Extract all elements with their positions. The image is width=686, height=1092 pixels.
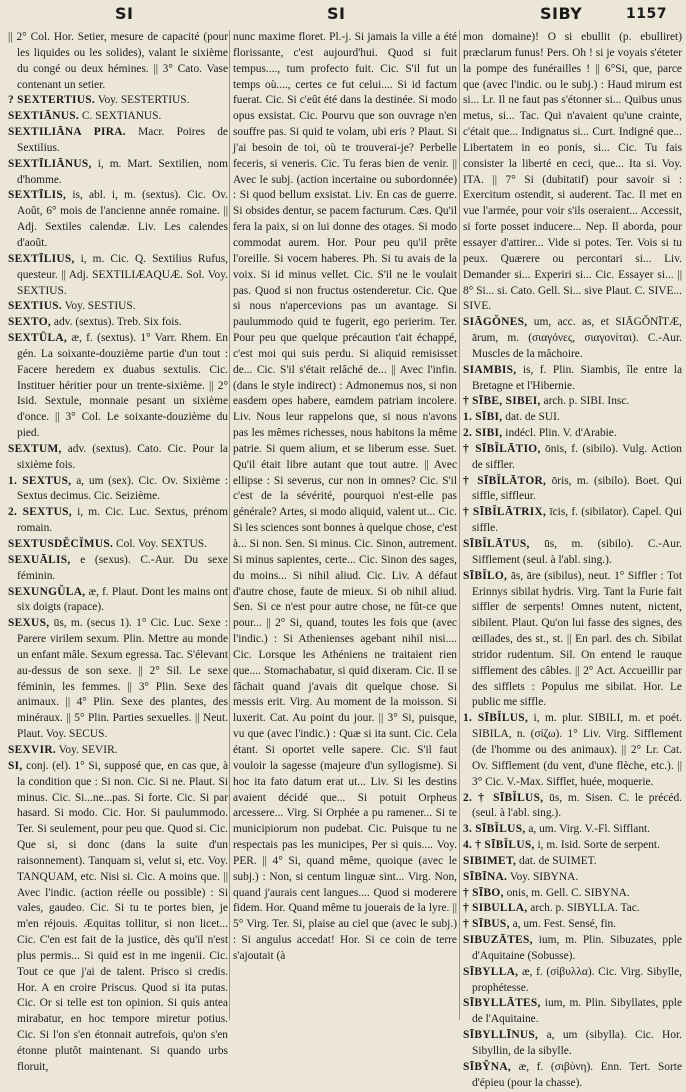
dictionary-entry: [463, 901, 682, 917]
entry-text: conj. (el). 1° Si, supposé que, en cas que, à la condition que : Si non. Cic. Si ne. Plaut. Si minus. Cic. Si...ne...pas. Si forte. Cic. Si par hasard. Si modo. Cic. Hor. Si paulummodo. Ter. Si seulement, pour peu que. Quod si. Cic. Que si, si donc (dans la suite d'un raisonnement). Tanquam si, velut si, etc. Voy. TANQUAM, etc. Nisi si. Cic. A moins que. || Avec l'indic. (action réelle ou possible) : Si vales, gaudeo. Cic. Si tu te portes bien, je m'en réjouis. Æquitas tollitur, si non licet... Cic. C'en est fait de la justice, dès qu'il n'est plus permis... Si quid est in me ingenii. Cic. Tout ce que j'ai de talent. Prisco si credis. Hor. A en croire Priscus. Quod si ita putas. Cic. Or si telle est ton opinion. Si quis antea mirabatur, en hoc tempore miretur potius. Cic. Si l'on s'en étonnait autrefois, qu'on s'en étonne plutôt maintenant. Si quando urbs floruit,: [17, 759, 228, 1073]
entry-headword: 2. † SĪBĬLUS,: [463, 791, 544, 804]
entry-headword: SEXTIUS.: [8, 300, 62, 313]
entry-text: īcis, f. (sibilator). Capel. Qui siffle.: [472, 506, 682, 535]
dictionary-entry: [8, 553, 228, 585]
entry-text: is, abl. i, m. (sextus). Cic. Ov. Août, 6° mois de l'ancienne année romaine. || Adj. Sextiles calendæ. Liv. Les calendes d'août.: [17, 189, 228, 249]
entry-headword: † SĪBĬLĀTIO,: [463, 442, 541, 455]
entry-headword: SIBIMET,: [463, 854, 517, 867]
entry-text: C. SEXTIANUS.: [81, 110, 162, 123]
entry-text: æ, f. (sextus). 1° Varr. Rhem. En gén. La soixante-douzième partie d'un tout : Facere heredem ex duabus sextulis. Cic. Instituer héritier pour un trente-sixième. || 2° Isid. Sextule, monnaie pesant un sixième d'once. || 3° Col. Le soixante-douzième du pied.: [17, 332, 228, 440]
dictionary-entry: [463, 996, 682, 1028]
dictionary-entry: [8, 315, 228, 331]
entry-text: Voy. SEVIR.: [58, 743, 118, 756]
guide-word-right: SIBY: [540, 4, 583, 23]
entry-text: a, um. Fest. Sensé, fin.: [512, 918, 617, 931]
entry-headword: 1. SEXTUS,: [8, 474, 72, 487]
dictionary-entry: [8, 442, 228, 474]
entry-headword: † SĪBO,: [463, 886, 504, 899]
dictionary-entry: [463, 711, 682, 790]
dictionary-entry: [8, 616, 228, 743]
dictionary-entry: [463, 394, 682, 410]
guide-word-left: SI: [115, 4, 134, 23]
entry-headword: SĪBŶNA,: [463, 1060, 511, 1073]
entry-headword: SIBUZĀTES,: [463, 934, 533, 947]
entry-headword: SEXTO,: [8, 316, 52, 329]
dictionary-entry: [463, 569, 682, 712]
dictionary-entry: [463, 838, 682, 854]
entry-headword: 3. SĪBĬLUS,: [463, 823, 526, 836]
column-divider: [229, 30, 230, 1020]
text-columns: [8, 30, 683, 1089]
entry-headword: SEXTĪLIĀNUS,: [8, 157, 92, 170]
page-number: 1157: [626, 6, 667, 22]
dictionary-entry: [463, 505, 682, 537]
entry-text: ōris, m. (sibilo). Boet. Qui siffle, siffleur.: [472, 474, 683, 503]
entry-headword: SĪBĪNA.: [463, 870, 508, 883]
dictionary-entry: [8, 537, 228, 553]
entry-continuation: [233, 30, 457, 965]
entry-headword: SIĀGŎNES,: [463, 316, 528, 329]
entry-headword: SI,: [8, 759, 23, 772]
column-2: [233, 30, 457, 1020]
dictionary-entry: [8, 585, 228, 617]
dictionary-entry: [463, 886, 682, 902]
entry-text: i, m. Cic. Q. Sextilius Rufus, questeur. || Adj. SEXTILIÆAQUÆ. Sol. Voy. SEXTIUS.: [17, 252, 228, 297]
dictionary-entry: [8, 743, 228, 759]
dictionary-entry: [463, 315, 682, 363]
entry-text: æ, f. (σίβυλλα). Cic. Virg. Sibylle, prophétesse.: [472, 965, 682, 994]
entry-text: arch. p. SIBI. Insc.: [543, 395, 630, 408]
entry-text: nunc maxime floret. Pl.-j. Si jamais la ville a été florissante, c'est aujourd'hui. Quod si fuit tempus...., tum profecto fuit. Cic. S'il fut un temps où...., certes ce fut celui.... Si id factum fuerat. Cic. Si c'eût été dans la destinée. Si modo opus exsistat. Cic. Pourvu que son ouvrage n'en souffre pas. Si quid te volam, ubi eris ? Plaut. Si j'ai besoin de toi, où te trouverai-je? Perbelle feceris, si veneris. Cic. Tu feras bien de venir. || Avec le subj. (action incertaine ou subordonnée) : Si quod bellum exsistat. Liv. En cas de guerre. Si obsides dentur, se pacem facturum. Cæs. Qu'il fera la paix, si on lui donne des otages. Si modo commodat aurem. Hor. Pour peu qu'il prête l'oreille. Si vocem haberes. Ph. Si tu avais de la voix. Si id minus vellet. Cic. S'il ne le voulait pas. Quod si non fructus ostenderetur. Cic. Que si nous n'apercevions pas un avantage. Si paulummodo quid te fugerit, ego perierim. Ter. Pour peu que quelque précaution t'ait échappé, c'est moi qui suis perdu. Si aliquid remisisset de... Cic. S'il s'était relâché de... || Avec l'infin. (dans le style indirect) : Admonemus nos, si non easdem opes habere, eamdem patriam incolere. Liv. Nous leur rappelons que, si nous n'avons pas les mêmes richesses, nous habitons la même patrie. Si quem alium, et se liberum esse. Suet. Qu'il était libre autant que tout autre. || Avec ellipse : Si severus, cur non in omnes? Cic. S'il c'est de la sévérité, pourquoi n'est-elle pas générale? Artes, si modo aliquid, valent ut... Cic. Si les sciences sont bonnes à quelque chose, c'est à... Si non. Sen. Si minus. Cic. Sinon, autrement. Si minus sapientes, certe... Cic. Sinon des sages, du moins... Si nihil aliud. Cic. Liv. A défaut d'autre chose, faute de mieux. Si ob nihil aliud. Sen. Si ce n'est pour autre chose, ne fût-ce que pour... || 2° Si, quand, toutes les fois que (avec l'indic.) : Si Athenienses agebant nihil nisi.... Cic. Lorsque les Athéniens ne traitaient rien que.... Stomachabatur, si quid dixeram. Cic. Il se fâchait quand j'avais dit quelque chose. Si messis erit. Virg. Au moment de la moisson. Si luxerit. Cat. Au point du jour. || 3° Si, puisque, vu que (avec l'indic.) : Quæ si ita sunt. Cic. Cela étant. Si oportet velle sapere. Cic. S'il faut vouloir la sagesse (majeure d'un syllogisme). Si hoc ita fato datum erat ut... Liv. Si les destins avaient décidé que... Si potuit Orpheus arcessere... Virg. Si Orphée a pu ramener... Si te municipiorum non pudebat. Cic. Puisque tu ne respectais pas les municipes, Per si quis.... Voy. PER. || 4° Si, quand même, quoique (avec le subj.) : Non, si centum linguæ sint... Virg. Non, quand j'aurais cent langues.... Quod si moderere fidem. Hor. Quand même tu jouerais de la lyre. || 5° Virg. Ter. Si, plaise au ciel que (avec le subj.) : Si angulus accedat! Hor. Si ce coin de terre s'ajoutait (à: [233, 31, 457, 962]
entry-text: mon domaine)! O si ebullit (p. ebulliret) præclarum funus! Pers. Oh ! si je voyais s'éteter la pompe des funérailles ! || 6°Si, que, parce que (avec l'indic. ou le subj.) : Haud mirum est si... Lr. Il ne faut pas s'étonner si... Quibus unus metus, si... Tac. Qui n'avaient qu'une crainte, c'était que... Indignatus si... Curt. Indigné que... Libertatem in eo ponis, si... Cic. Tu fais consister la liberté en ceci, que... Ita si. Voy. ITA. || 7° Si (dubitatif) pour savoir si : Exercitum ostendit, si auderent. Tac. Il met en vue l'armée, pour voir s'ils oseraient... Accessit, si forte posset inducere... Nep. Il aborda, pour essayer d'attirer... Vide si potes. Ter. Vois si tu peux. Quærere ou percontari si... Liv. Demander si... Experiri si... Cic. Essayer si... || 8° Si... si. Cato. Gell. Si... sive Plaut. C. SIVE... SIVE.: [463, 31, 682, 313]
entry-headword: SEXTILIĀNA PIRA.: [8, 126, 126, 139]
dictionary-entry: [8, 30, 228, 93]
entry-headword: SEXUS,: [8, 617, 50, 630]
dictionary-entry: [8, 331, 228, 442]
entry-text: i, m. plur. SIBILI, m. et poét. SIBILA, n. (σίζω). 1° Liv. Virg. Sifflement (de l'homme ou des animaux). || 2° Lr. Cat. Ov. Sifflement (du vent, d'une flèche, etc.). || 3° Cic. V.-Max. Sifflet, huée, moquerie.: [472, 712, 682, 788]
dictionary-entry: [463, 822, 682, 838]
dictionary-entry: [8, 252, 228, 300]
entry-headword: 2. SIBI,: [463, 427, 503, 440]
entry-text: um, acc. as, et SIĀGŎNĪTÆ, ārum, m. (σιαγόνες, σιαγονίται). C.-Aur. Muscles de la mâchoire.: [472, 316, 682, 360]
entry-text: i, m. Isid. Sorte de serpent.: [537, 839, 660, 852]
entry-headword: † SĪBĬLĀTRIX,: [463, 506, 547, 519]
entry-headword: SEXUĀLIS,: [8, 553, 71, 566]
entry-headword: SEXTŪLA,: [8, 332, 68, 345]
entry-text: i, m. Cic. Luc. Sextus, prénom romain.: [17, 506, 228, 535]
entry-text: ūs, m. Sisen. C. le précéd. (seul. à l'abl. sing.).: [472, 791, 682, 820]
entry-text: ōnis, f. (sibilo). Vulg. Action de siffler.: [472, 442, 682, 471]
dictionary-entry: [8, 125, 228, 157]
entry-headword: 1. SĪBI,: [463, 411, 503, 424]
dictionary-entry: [463, 1028, 682, 1060]
dictionary-entry: [8, 109, 228, 125]
entry-headword: SIAMBIS,: [463, 363, 517, 376]
dictionary-entry: [8, 505, 228, 537]
dictionary-entry: [8, 157, 228, 189]
entry-text: indécl. Plin. V. d'Arabie.: [505, 427, 617, 440]
entry-headword: SEXVIR.: [8, 743, 56, 756]
entry-text: || 2° Col. Hor. Setier, mesure de capacité (pour les liquides ou les solides), valant le sixième du congé ou deux hémines. || 3° Cato. Vase contenant un setier.: [8, 31, 228, 91]
entry-text: Voy. SESTERTIUS.: [97, 94, 190, 107]
entry-headword: SEXUNGŬLA,: [8, 585, 86, 598]
entry-headword: SEXTUM,: [8, 442, 62, 455]
entry-headword: SEXTĪLIUS,: [8, 252, 75, 265]
guide-word-middle: SI: [327, 4, 346, 23]
entry-headword: † SĪBĬLĀTOR,: [463, 474, 547, 487]
entry-headword: SĪBYLLĪNUS,: [463, 1029, 539, 1042]
entry-headword: † SIBULLA,: [463, 902, 528, 915]
entry-headword: 2. SEXTUS,: [8, 506, 72, 519]
entry-text: ium, m. Plin. Sibyllates, pple de l'Aquitaine.: [472, 997, 682, 1026]
dictionary-entry: [463, 870, 682, 886]
dictionary-entry: [8, 299, 228, 315]
dictionary-entry: [463, 854, 682, 870]
entry-text: Col. Voy. SEXTUS.: [116, 538, 207, 550]
dictionary-entry: [463, 363, 682, 395]
dictionary-entry: [463, 426, 682, 442]
column-divider: [459, 30, 460, 1020]
dictionary-entry: [463, 917, 682, 933]
entry-headword: SEXTĪLIS,: [8, 189, 67, 202]
entry-text: adv. (sextus). Cato. Cic. Pour la sixième fois.: [17, 442, 228, 471]
dictionary-entry: [463, 965, 682, 997]
entry-headword: † SĪBUS,: [463, 918, 510, 931]
entry-headword: ? SEXTERTIUS.: [8, 94, 96, 107]
entry-text: a, um (sex). Cic. Ov. Sixième : Sextus decimus. Cic. Seizième.: [17, 474, 228, 503]
dictionary-entry: [8, 759, 228, 1076]
dictionary-entry: [463, 1060, 682, 1092]
dictionary-entry: [463, 933, 682, 965]
entry-text: Voy. SESTIUS.: [64, 300, 136, 313]
entry-text: a, um (sibylla). Cic. Hor. Sibyllin, de la sibylle.: [472, 1029, 682, 1057]
entry-text: i, m. Mart. Sextilien, nom d'homme.: [17, 157, 228, 186]
column-1: [8, 30, 228, 1073]
dictionary-entry: [8, 188, 228, 251]
entry-text: e (sexus). C.-Aur. Du sexe féminin.: [17, 553, 228, 582]
entry-continuation: [463, 30, 682, 315]
entry-text: a, um. Virg. V.-Fl. Sifflant.: [528, 823, 651, 836]
entry-text: ās, āre (sibilus), neut. 1° Siffler : Tot Erinnys sibilat hydris. Virg. Tant la Furie fait siffler de serpents! Omnes nutent, nictent, sibilent. Plaut. Qu'on lui fasse des signes, des œillades, des st., st. || En parl. des ch. Sibilat stridor rudentum. Sil. On entend le rauque sifflement des câbles. || 2° Act. Accueillir par des sifflets : Populus me sibilat. Hor. Le public me siffle.: [472, 569, 682, 709]
entry-text: æ, f. (σιβύνη). Enn. Tert. Sorte d'épieu (pour la chasse).: [472, 1060, 683, 1089]
entry-text: dat. de SUI.: [505, 411, 560, 424]
entry-text: ium, m. Plin. Sibuzates, pple d'Aquitaine (Sobusse).: [472, 934, 682, 962]
entry-text: onis, m. Gell. C. SIBYNA.: [506, 886, 630, 899]
dictionary-entry: [463, 537, 682, 569]
entry-headword: SĪBĬLO,: [463, 569, 508, 582]
dictionary-entry: [463, 474, 682, 506]
page-header: [0, 0, 686, 28]
entry-headword: SEXTUSDĔCĬMUS.: [8, 538, 114, 550]
entry-text: ūs, m. (sibilo). C.-Aur. Sifflement (seul. à l'abl. sing.).: [472, 538, 682, 566]
dictionary-entry: [463, 410, 682, 426]
entry-headword: SEXTIĀNUS.: [8, 110, 80, 123]
entry-text: ūs, m. (secus 1). 1° Cic. Luc. Sexe : Parere virilem sexum. Plin. Mettre au monde un enfant mâle. Sexum egressa. Tac. S'élevant au-dessus de son sexe. || 2° Sil. Le sexe féminin, les femmes. || 3° Plin. Sexe des animaux. || 4° Plin. Sexe des plantes, des minéraux. || 5° Plin. Parties sexuelles. || Neut. Plaut. Voy. SECUS.: [17, 617, 228, 741]
dictionary-entry: [463, 791, 682, 823]
entry-headword: SĪBYLLA,: [463, 965, 519, 978]
dictionary-entry: [8, 474, 228, 506]
entry-headword: 1. SĪBĬLUS,: [463, 712, 529, 725]
entry-text: dat. de SUIMET.: [519, 854, 597, 867]
column-3: [463, 30, 683, 1089]
entry-text: is, f. Plin. Siambis, île entre la Bretagne et l'Hibernie.: [472, 363, 682, 392]
entry-headword: SĪBĬLĀTUS,: [463, 538, 530, 550]
dictionary-entry: [8, 93, 228, 109]
entry-headword: 4. † SĪBĬLUS,: [463, 839, 535, 852]
entry-headword: SĪBYLLĀTES,: [463, 997, 541, 1010]
entry-text: Voy. SIBYNA.: [509, 870, 579, 883]
entry-text: arch. p. SIBYLLA. Tac.: [530, 902, 640, 915]
dictionary-entry: [463, 442, 682, 474]
entry-text: æ, f. Plaut. Dont les mains ont six doigts (rapace).: [17, 585, 228, 614]
entry-text: adv. (sextus). Treb. Six fois.: [53, 316, 182, 329]
entry-text: Macr. Poires de Sextilius.: [17, 126, 228, 154]
entry-headword: † SĪBE, SIBEI,: [463, 395, 541, 408]
